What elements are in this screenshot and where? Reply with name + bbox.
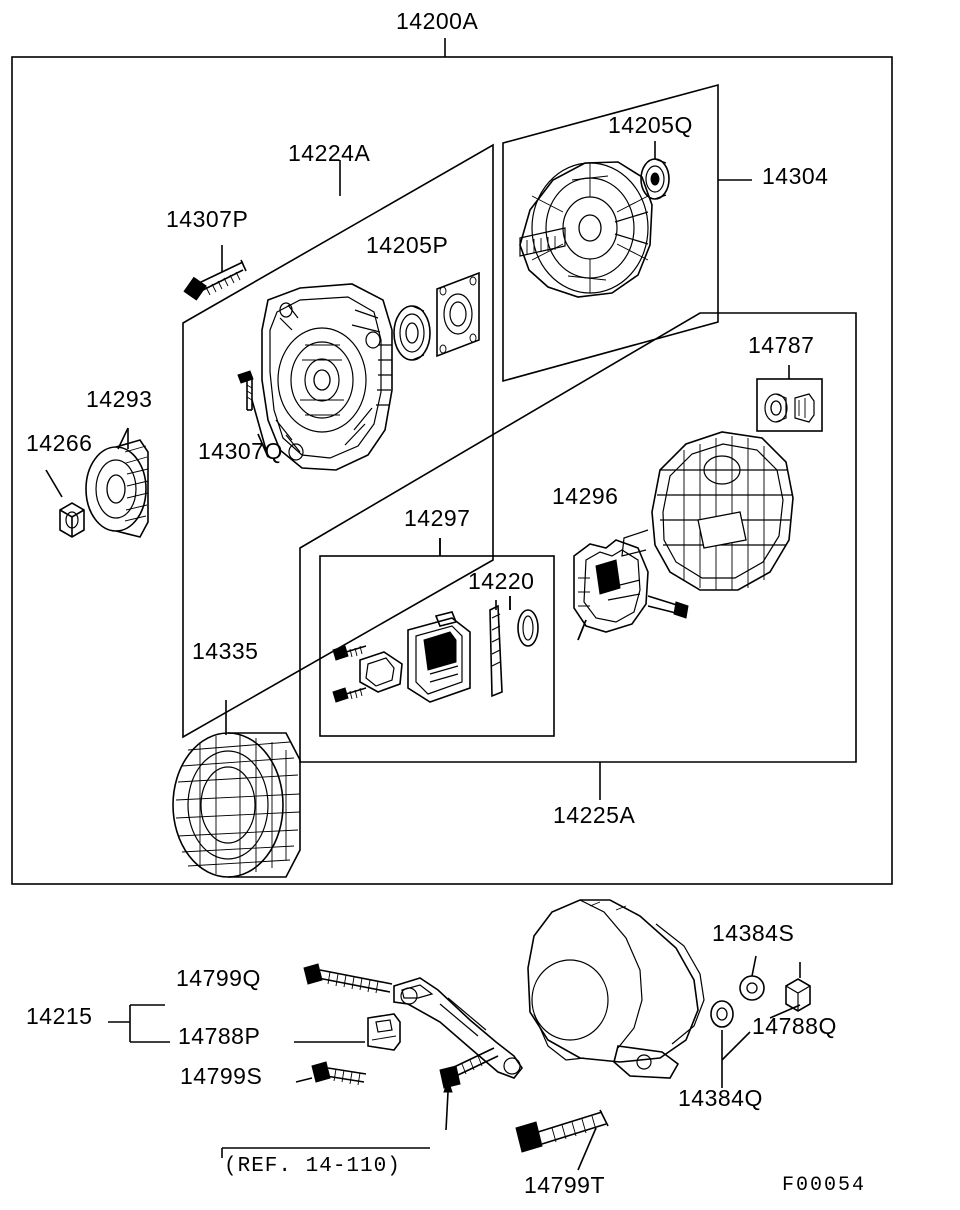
- callout-14293: 14293: [86, 386, 153, 412]
- part-center-bolt: [440, 1048, 498, 1130]
- part-14788P: [368, 1014, 400, 1050]
- part-alternator-body: [528, 900, 704, 1078]
- part-rear-plate: [437, 273, 479, 356]
- callout-14335: 14335: [192, 638, 259, 664]
- callout-14788Q: 14788Q: [752, 1013, 837, 1039]
- callout-14799S: 14799S: [180, 1063, 263, 1089]
- part-14799S: [312, 1062, 366, 1085]
- figure-code: F00054: [782, 1174, 867, 1197]
- callout-14307P: 14307P: [166, 206, 249, 232]
- callout-14799T: 14799T: [524, 1172, 606, 1198]
- part-14787: [765, 394, 814, 422]
- callout-14224A: 14224A: [288, 140, 371, 166]
- part-14384Q: [711, 1001, 733, 1088]
- callout-14215: 14215: [26, 1003, 93, 1029]
- callout-14799Q: 14799Q: [176, 965, 261, 991]
- callout-14205P: 14205P: [366, 232, 449, 258]
- part-14384S: [740, 956, 764, 1000]
- callout-14304: 14304: [762, 163, 829, 189]
- reference-note: (REF. 14-110): [224, 1155, 401, 1178]
- callout-14297: 14297: [404, 505, 471, 531]
- part-14266: [46, 470, 84, 537]
- callout-14787: 14787: [748, 332, 815, 358]
- part-14335: [173, 700, 300, 877]
- part-14799Q: [304, 964, 392, 993]
- part-14205Q: [641, 141, 669, 199]
- part-rotor: [520, 162, 652, 297]
- callout-14296: 14296: [552, 483, 619, 509]
- part-14799T: [516, 1110, 608, 1170]
- callout-14384Q: 14384Q: [678, 1085, 763, 1111]
- callout-14266: 14266: [26, 430, 93, 456]
- part-rear-bracket: [622, 432, 793, 590]
- part-14293: [86, 428, 148, 537]
- part-14296: [574, 540, 688, 640]
- part-14307P: [184, 245, 246, 300]
- callout-14200A: 14200A: [396, 8, 479, 34]
- part-14788Q: [786, 962, 810, 1011]
- callout-14220: 14220: [468, 568, 535, 594]
- callout-14225A: 14225A: [553, 802, 636, 828]
- callout-14205Q: 14205Q: [608, 112, 693, 138]
- callout-14307Q: 14307Q: [198, 438, 283, 464]
- part-adjusting-bracket: [394, 978, 522, 1078]
- callout-14788P: 14788P: [178, 1023, 261, 1049]
- part-14205P: [394, 306, 430, 360]
- part-14297-contents: [333, 596, 538, 702]
- callout-14384S: 14384S: [712, 920, 795, 946]
